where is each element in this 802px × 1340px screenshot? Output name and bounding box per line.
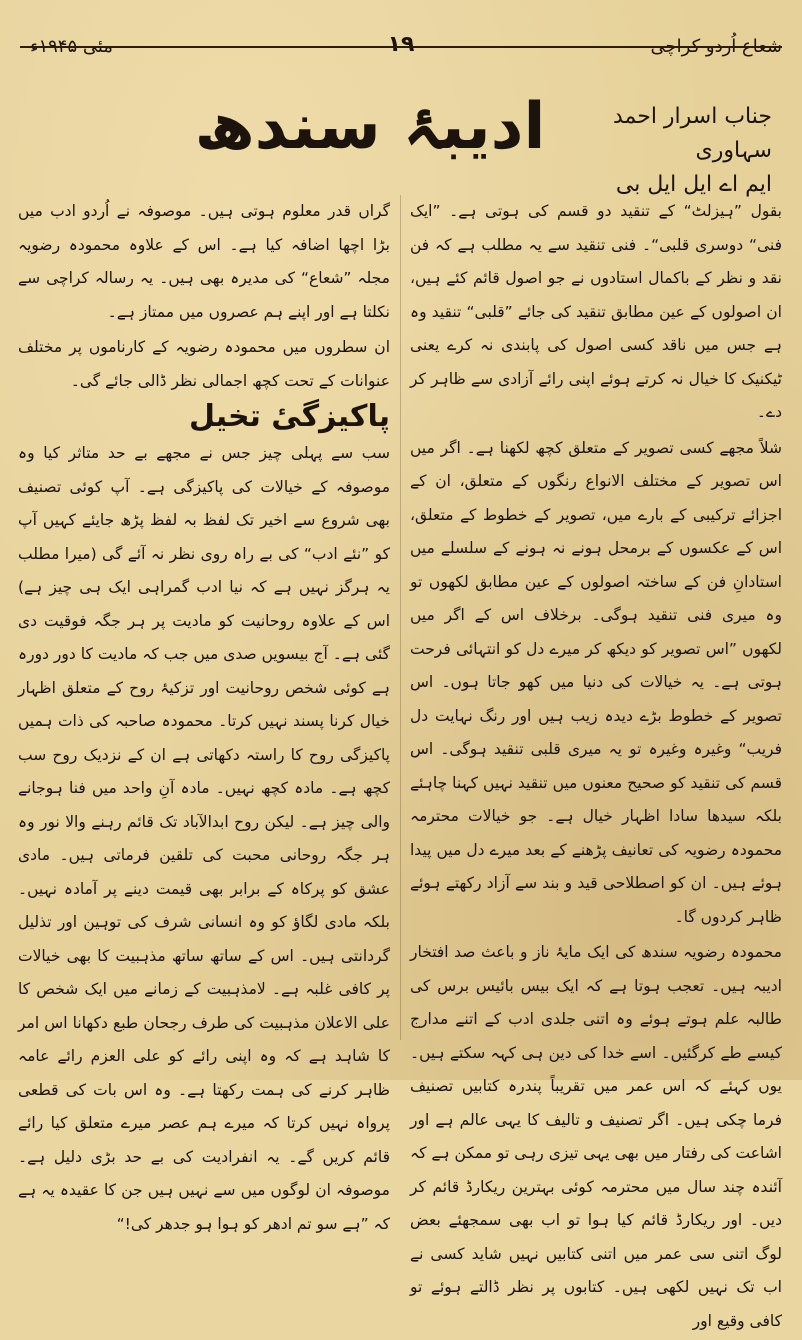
author-name: جناب اسرار احمد سہاوری: [612, 104, 772, 164]
paragraph: سب سے پہلی چیز جس نے مجھے بے حد متاثر کیا وہ موصوفہ کے خیالات کی پاکیزگی ہے۔ آپ کوئی تصنیف بھی شروع سے اخیر تک لفظ بہ لفظ پڑھ جایئے کہیں آپ کو ”نئے ادب“ کی بے راہ روی نظر نہ آئے گی (میرا مطلب یہ ہرگز نہیں ہے کہ نیا ادب گمراہی ایک ہی چیز ہے) اس کے علاوہ روحانیت کو مادیت پر ہر جگہ فوقیت دی گئی ہے۔ آج بیسویں صدی میں جب کہ مادیت کا دور دورہ ہے کوئی شخص روحانیت اور تزکیۂ روح کے متعلق اظہار خیال کرنا پسند نہیں کرتا۔ محمودہ صاحبہ کی ذات ہمیں پاکیزگی روح کا راستہ دکھاتی ہے ان کے نزدیک روح سب کچھ ہے۔ مادہ کچھ نہیں۔ مادہ آنِ واحد میں فنا ہوجانے والی چیز ہے۔ لیکن روح ابدالآباد تک قائم رہنے والا نور وہ ہر جگہ روحانی محبت کی تلقین فرماتی ہیں۔ مادی عشق کو پرکاہ کے برابر بھی قیمت دینے پر آمادہ نہیں۔ بلکہ مادی لگاؤ کو وہ انسانی شرف کی توہین اور تذلیل گردانتی ہیں۔ اس کے ساتھ ساتھ مذہبیت کا بھی خیالات پر کافی غلبہ ہے۔ لامذہبیت کے زمانے میں ایک شخص کا علی الاعلان مذہبیت کی طرف رجحان طبع دکھانا اس امر کا شاہد ہے کہ وہ اپنی رائے کو علی العزم رائے عامہ ظاہر کرنے کی ہمت رکھتا ہے۔ وہ اس بات کی قطعی پرواہ نہیں کرتا کہ میرے ہم عصر میرے متعلق کیا رائے قائم کریں گے۔ یہ انفرادیت کی بے حد بڑی دلیل ہے۔ موصوفہ ان لوگوں میں سے نہیں ہیں جن کا عقیدہ یہ ہے کہ ”ہے سو تم ادھر کو ہوا ہو جدھر کی!“: [18, 444, 390, 1233]
author-block: [532, 100, 772, 202]
section-subheading: پاکیزگیٔ تخیل: [188, 399, 390, 434]
page-number: ۱۹: [387, 32, 415, 57]
paragraph: ان سطروں میں محمودہ رضویہ کے کارناموں پر مختلف عنوانات کے تحت کچھ اجمالی نظر ڈالی جائے گی۔: [18, 338, 390, 390]
journal-name: شعاع اُردو کراچی: [650, 36, 782, 57]
left-column: [18, 195, 390, 1243]
paragraph: بقول ”ہیزلٹ“ کے تنقید دو قسم کی ہوتی ہے۔ ”ایک فنی“ دوسری قلبی“۔ فنی تنقید سے یہ مطلب ہے کہ فن نقد و نظر کے باکمال استادوں نے جو اصول قائم کئے ہیں، ان اصولوں کے عین مطابق تنقید کی جائے ”قلبی“ تنقید وہ ہے جس میں ناقد کسی اصول کی پابندی نہ کرے یعنی ٹیکنیک کا خیال نہ کرتے ہوئے اپنی رائے آزادی سے ظاہر کر دے۔: [410, 202, 782, 421]
right-column: [410, 195, 782, 1340]
author-degree: ایم اے ایل ایل بی: [615, 172, 772, 198]
page-header: [20, 30, 782, 70]
paragraph: گراں قدر معلوم ہوتی ہیں۔ موصوفہ نے اُردو ادب میں بڑا اچھا اضافہ کیا ہے۔ اس کے علاوہ محمودہ رضویہ مجلہ ”شعاع“ کی مدیرہ بھی ہیں۔ یہ رسالہ کراچی سے نکلتا ہے اور اپنے ہم عصروں میں ممتاز ہے۔: [18, 202, 390, 321]
issue-date: مئی ۱۹۴۵ء: [30, 36, 113, 57]
header-rule: [20, 46, 782, 48]
column-divider: [400, 195, 401, 1040]
paragraph: محمودہ رضویہ سندھ کی ایک مایۂ ناز و باعث صد افتخار ادیبہ ہیں۔ تعجب ہوتا ہے کہ ایک بیس بائیس برس کی طالبہ علم ہوتے ہوئے وہ اتنی جلدی ادب کے اتنے مدارج کیسے طے کرگئیں۔ اسے خدا کی دین ہی کہہ سکتے ہیں۔ یوں کہئے کہ اس عمر میں تقریباً پندرہ کتابیں تصنیف فرما چکی ہیں۔ اگر تصنیف و تالیف کا یہی عالم ہے اور اشاعت کی رفتار میں بھی یہی تیزی رہی تو ممکن ہے کہ آئندہ چند سال میں محترمہ کوئی بہترین ریکارڈ قائم کر دیں۔ اور ریکارڈ قائم کیا ہوا تو اب بھی سمجھئے بعض لوگ اتنی سی عمر میں اتنی کتابیں نہیں شاید کسی نے اب تک نہیں لکھی ہیں۔ کتابوں پر نظر ڈالتے ہوئے تو کافی وقیع اور: [410, 943, 782, 1330]
paragraph: شلاً مجھے کسی تصویر کے متعلق کچھ لکھنا ہے۔ اگر میں اس تصویر کے مختلف الانواع رنگوں کے متعلق، ان کے اجزائے ترکیبی کے بارے میں، تصویر کے خطوط کے متعلق، اس کے عکسوں کے برمحل ہونے نہ ہونے کے سلسلے میں استادانِ فن کے ساختہ اصولوں کے عین مطابق لکھوں تو وہ میری فنی تنقید ہوگی۔ برخلاف اس کے اگر میں لکھوں ”اس تصویر کو دیکھ کر میرے دل کو انتہائی فرحت ہوتی ہے۔ یہ خیالات کی دنیا میں کھو جاتا ہوں۔ اس تصویر کے خطوط بڑے دیدہ زیب ہیں اور رنگ نہایت دل فریب“ وغیرہ وغیرہ تو یہ میری قلبی تنقید ہوگی۔ اس قسم کی تنقید کو صحیح معنوں میں تنقید نہیں کہنا چاہئے بلکہ سیدھا سادا اظہار خیال ہے۔ جو خیالات محترمہ محمودہ رضویہ کی تعانیف پڑھنے کے بعد میرے دل میں پیدا ہوئے ہیں۔ ان کو اصطلاحی قید و بند سے آزاد رکھتے ہوئے ظاہر کردوں گا۔: [410, 438, 782, 926]
title-block: [170, 90, 570, 164]
article-title: ادیبۂ سندھ: [194, 90, 546, 164]
